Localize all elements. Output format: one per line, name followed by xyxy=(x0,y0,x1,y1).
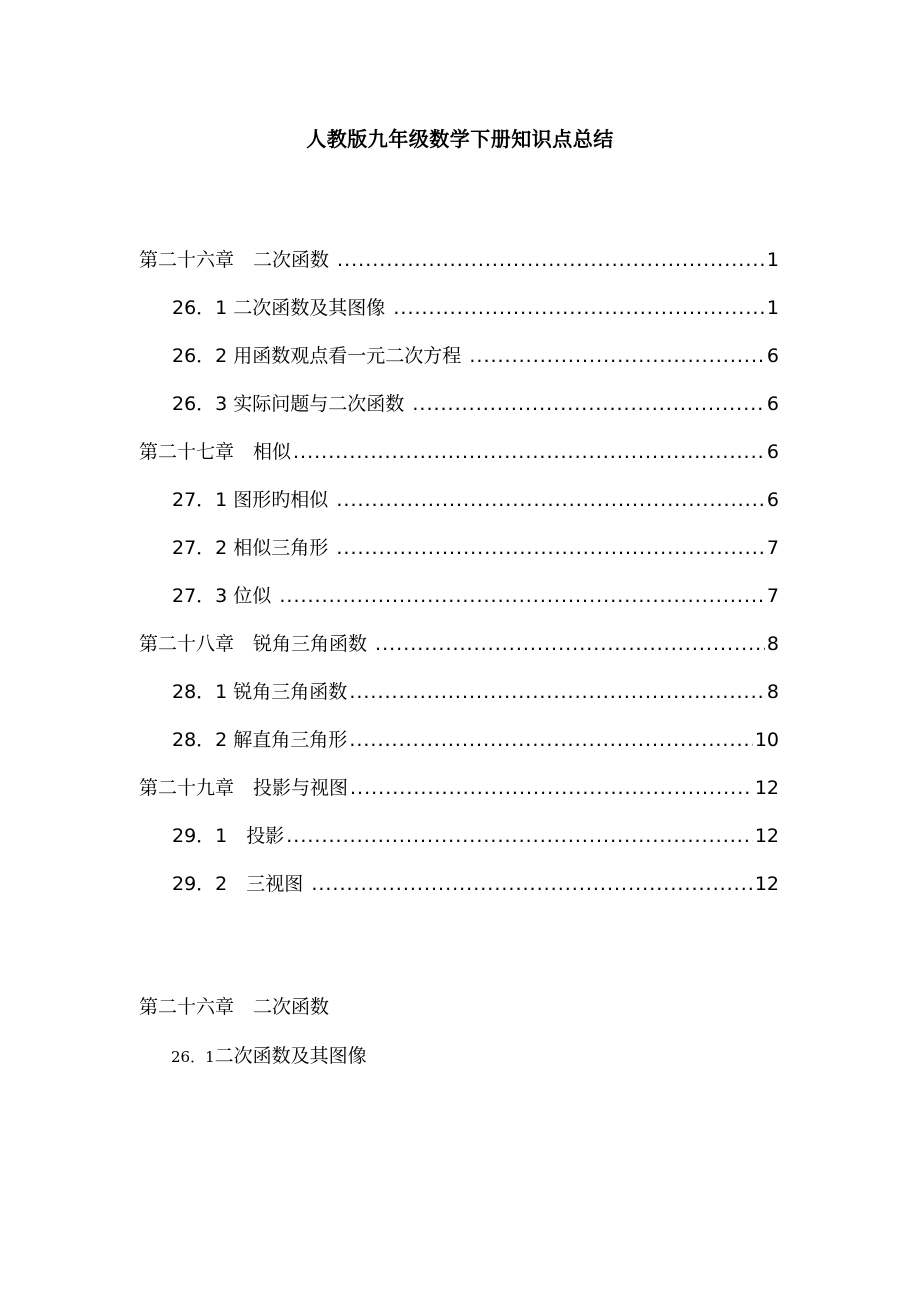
toc-page-number: 7 xyxy=(766,585,779,607)
toc-dot-leader xyxy=(349,723,753,757)
toc-page-number: 10 xyxy=(754,729,779,751)
toc-entry-label: 27．1 图形旳相似 xyxy=(172,489,335,511)
toc-dot-leader xyxy=(469,339,765,373)
toc-entry-section-26-3[interactable] xyxy=(172,387,779,421)
toc-dot-leader xyxy=(375,627,765,661)
toc-page-number: 12 xyxy=(754,825,779,847)
toc-entry-section-29-2[interactable] xyxy=(172,867,779,901)
toc-dot-leader xyxy=(412,387,765,421)
toc-page-number: 7 xyxy=(766,537,779,559)
toc-entry-label: 第二十七章 相似 xyxy=(139,441,292,463)
toc-entry-chapter-27[interactable] xyxy=(139,435,779,469)
toc-page-number: 8 xyxy=(766,681,779,703)
toc-entry-label: 第二十八章 锐角三角函数 xyxy=(139,633,374,655)
toc-dot-leader xyxy=(349,675,765,709)
toc-entry-label: 26．3 实际问题与二次函数 xyxy=(172,393,411,415)
toc-entry-label: 28．2 解直角三角形 xyxy=(172,729,348,751)
toc-dot-leader xyxy=(311,867,753,901)
toc-entry-chapter-26[interactable] xyxy=(139,243,779,277)
toc-page-number: 12 xyxy=(754,873,779,895)
chapter-heading: 第二十六章 二次函数 xyxy=(139,996,330,1018)
toc-entry-section-27-3[interactable] xyxy=(172,579,779,613)
toc-entry-chapter-28[interactable] xyxy=(139,627,779,661)
toc-entry-section-28-1[interactable] xyxy=(172,675,779,709)
toc-entry-label: 26．2 用函数观点看一元二次方程 xyxy=(172,345,468,367)
section-title: 二次函数及其图像 xyxy=(214,1045,367,1067)
toc-entry-section-26-1[interactable] xyxy=(172,291,779,325)
toc-dot-leader xyxy=(293,435,765,469)
toc-entry-label: 26．1 二次函数及其图像 xyxy=(172,297,392,319)
toc-page-number: 8 xyxy=(766,633,779,655)
toc-page-number: 1 xyxy=(766,297,779,319)
toc-dot-leader xyxy=(393,291,765,325)
toc-page-number: 12 xyxy=(754,777,779,799)
toc-page-number: 6 xyxy=(766,441,779,463)
section-heading xyxy=(171,1039,367,1074)
toc-entry-section-27-1[interactable] xyxy=(172,483,779,517)
toc-entry-section-29-1[interactable] xyxy=(172,819,779,853)
toc-entry-label: 28．1 锐角三角函数 xyxy=(172,681,348,703)
document-title: 人教版九年级数学下册知识点总结 xyxy=(306,127,614,151)
toc-dot-leader xyxy=(350,771,753,805)
toc-entry-label: 第二十六章 二次函数 xyxy=(139,249,336,271)
section-number: 26．1 xyxy=(171,1048,215,1066)
toc-page-number: 6 xyxy=(766,489,779,511)
toc-entry-section-27-2[interactable] xyxy=(172,531,779,565)
toc-dot-leader xyxy=(336,531,765,565)
toc-entry-section-26-2[interactable] xyxy=(172,339,779,373)
toc-entry-section-28-2[interactable] xyxy=(172,723,779,757)
toc-entry-label: 27．3 位似 xyxy=(172,585,278,607)
toc-entry-chapter-29[interactable] xyxy=(139,771,779,805)
toc-entry-label: 29．1 投影 xyxy=(172,825,285,847)
toc-page-number: 6 xyxy=(766,393,779,415)
toc-entry-label: 29．2 三视图 xyxy=(172,873,310,895)
toc-page-number: 1 xyxy=(766,249,779,271)
toc-page-number: 6 xyxy=(766,345,779,367)
toc-dot-leader xyxy=(279,579,765,613)
toc-dot-leader xyxy=(336,483,765,517)
toc-entry-label: 27．2 相似三角形 xyxy=(172,537,335,559)
toc-dot-leader xyxy=(337,243,765,277)
toc-dot-leader xyxy=(286,819,753,853)
toc-entry-label: 第二十九章 投影与视图 xyxy=(139,777,349,799)
